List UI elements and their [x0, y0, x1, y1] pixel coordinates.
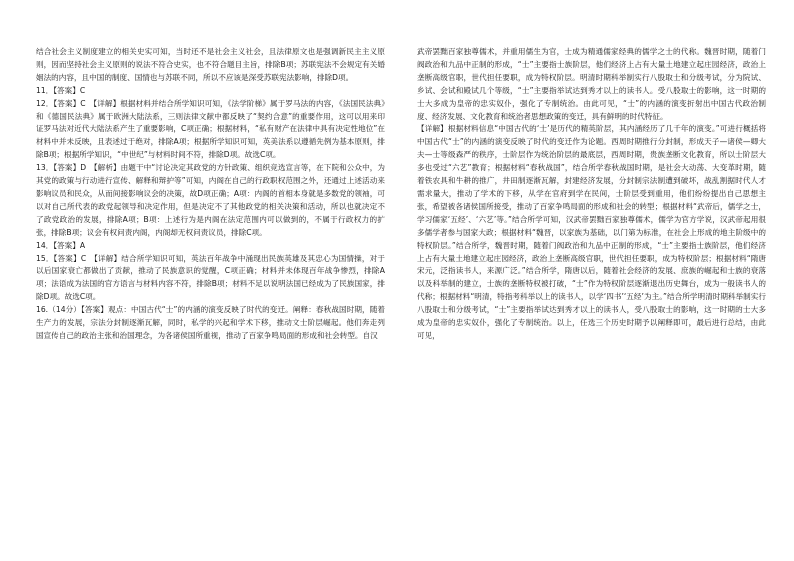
answer-11: 11．【答案】C	[36, 85, 86, 95]
answer-15: 15．【答案】C 【详解】结合所学知识可知，英法百年战争中涌现出民族英雄及其忠心为国情操，对于以后国家衰亡都做出了贡献，推动了民族意识的觉醒，C项正确；材料并未体现百年战争惨烈，排除A项；法语成为法国的官方语言与材料内容不符，排除B项；材料不足以说明法国已经成为了民族国家，排除D项。故选C项。	[36, 253, 385, 302]
left-column	[36, 46, 385, 548]
answer-16-detail: 【详解】根据材料信息“中国古代的‘士’是历代的精英阶层，其内涵经历了几千年的演变。”可进行概括将中国古代“士”的内涵的演变反映了时代的变迁作为论题。西周时期推行分封制，形成天子—诸侯—卿大夫—士等级森严的秩序，士阶层作为统治阶层的最底层，西周时期，贵族垄断文化教育，所以士阶层大多也受过“六艺”教育；根据材料“春秋战国”，结合所学春秋战国时期，是社会大动荡、大变革时期，随着铁农具和牛耕的推广，井田制逐渐瓦解，封建经济发展，分封制宗法制遭到破坏，战乱割据时代人才需求量大，推动了学术的下移，从学在官府到学在民间，士阶层受到重用，他们纷纷提出自己思想主张，希望被各诸侯国所接受，推动了百家争鸣局面的形成和社会的转型；根据材料“武帝后，儒学之士，学习儒家‘五经’、‘六艺’等。”结合所学可知，汉武帝罢黜百家独尊儒术，儒学为官方学说，汉武帝起用很多儒学者参与国家大政；根据材料“魏晋，以家族为基础，以门第为标准，在社会上形成的地主阶级中的特权阶层。”结合所学，魏晋时期，随着门阀政治和九品中正制的形成，“士”主要指士族阶层，他们经济上占有大量土地建立起庄园经济，政治上垄断高级官职，世代担任要职，成为特权阶层；根据材料“隋唐宋元，泛指读书人，来源广泛。”结合所学，隋唐以后，随着社会经济的发展、庶族的崛起和士族的衰落以及科举制的建立，士族的垄断特权被打破，“士”作为特权阶层逐渐退出历史舞台，成为一般读书人的代称；根据材料“明清，特指考科举以上的读书人，以学‘四书’‘五经’为主。”结合所学明清时期科举制实行八股取士和分级考试，“士”主要指举试达到秀才以上的读书人，受八股取士的影响，这一时期的士大多成为皇帝的忠实奴仆，强化了专制统治。以上，任选三个历史时期予以阐释即可，最后进行总结，由此可见，	[417, 124, 766, 340]
answer-16-continued: 武帝罢黜百家独尊儒术，并重用儒生为官，士成为精通儒家经典的儒学之士的代称。魏晋时期，随着门阀政治和九品中正制的形成，“士”主要指士族阶层，他们经济上占有大量土地建立起庄园经济，政治上垄断高级官职，世代担任要职，成为特权阶层。明清时期科举制实行八股取士和分级考试，分为院试、乡试、会试和殿试几个等级，“士”主要指举试达到秀才以上的读书人。受八股取士的影响，这一时期的士大多成为皇帝的忠实奴仆，强化了专制统治。由此可见，“士”的内涵的演变折射出中国古代政治制度、经济发展、文化教育和统治者思想政策的变迁，具有鲜明的时代特征。	[417, 47, 766, 121]
answer-14: 14．【答案】A	[36, 240, 86, 250]
right-column	[417, 46, 766, 548]
answer-paragraph: 结合社会主义制度建立的相关史实可知，当时还不是社会主义社会，且法律原文也是强调新民主主义原则，因而坚持社会主义原则的说法不符合史实，也不符合题目主旨，排除B项；苏联宪法不会规定有关婚姻法的内容，且中国的制度、国情也与苏联不同，所以不应该是深受苏联宪法影响，排除D项。	[36, 47, 385, 82]
answer-16: 16.（14分）【答案】观点：中国古代“士”的内涵的演变反映了时代的变迁。阐释：春秋战国时期，随着生产力的发展，宗法分封制逐渐瓦解，同时，私学的兴起和学术下移，推动文士阶层崛起。他们奔走列国宣传自己的政治主张和治国理念，为各诸侯国所重视，推动了百家争鸣局面的形成和社会转型。自汉	[36, 305, 385, 340]
answer-13: 13．【答案】D 【解析】由题干中“讨论决定其政党的方针政策、组织竞选宣言等，在下院和公众中，为其党的政策与行动进行宣传、解释和辩护等”可知，内阁在自己的行政职权范围之外，还通过上述活动来影响议员和民众，从而间接影响议会的决策，故D项正确；A项：内阁的首相本身就是多数党的领袖，可以对自己所代表的政党起领导和决定作用，但是决定不了其他政党的相关决策和活动，所以也就决定不了政党政治的发展，排除A项；B项：上述行为是内阁在法定范围内可以做到的，不属于行政权力的扩张，排除B项；议会有权问责内阁，内阁却无权问责议员，排除C项。	[36, 163, 385, 237]
answer-12: 12．【答案】C 【详解】根据材料并结合所学知识可知，《法学阶梯》属于罗马法的内容，《法国民法典》和《德国民法典》属于欧洲大陆法系，三则法律文献中都反映了“契约合意”的重要作用，这可以用来印证罗马法对近代大陆法系产生了重要影响，C项正确；根据材料，“私有财产在法律中具有决定性地位”在材料中并未反映，且表述过于绝对，排除A项；根据所学知识可知，英美法系以遵循先例为基本原则，排除B项；根据所学知识，“中世纪”与材料时间不符，排除D项。故选C项。	[36, 98, 385, 160]
